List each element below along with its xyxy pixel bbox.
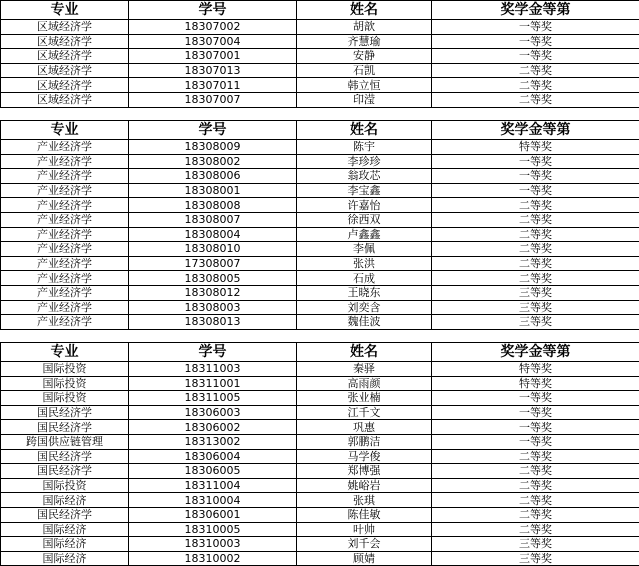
table-row — [1, 183, 639, 198]
table-row — [1, 154, 639, 169]
award-cell: 二等奖 — [432, 227, 639, 242]
student-id-cell: 18308012 — [129, 285, 297, 300]
name-cell: 魏佳波 — [297, 315, 432, 330]
major-cell: 国际经济 — [1, 493, 129, 508]
header-row — [1, 343, 639, 362]
major-cell: 国际投资 — [1, 391, 129, 406]
name-cell: 郭鹏洁 — [297, 434, 432, 449]
name-cell: 徐西双 — [297, 212, 432, 227]
table-row — [1, 271, 639, 286]
name-cell: 许嘉怡 — [297, 198, 432, 213]
major-cell: 区域经济学 — [1, 49, 129, 64]
student-id-cell: 18307002 — [129, 20, 297, 35]
student-id-cell: 18307001 — [129, 49, 297, 64]
major-cell: 产业经济学 — [1, 169, 129, 184]
major-cell: 国际经济 — [1, 537, 129, 552]
award-cell: 二等奖 — [432, 256, 639, 271]
award-cell: 一等奖 — [432, 420, 639, 435]
name-cell: 叶帅 — [297, 522, 432, 537]
student-id-cell: 18307011 — [129, 78, 297, 93]
major-cell: 国民经济学 — [1, 449, 129, 464]
name-cell: 安静 — [297, 49, 432, 64]
student-id-cell: 18310003 — [129, 537, 297, 552]
table-row — [1, 507, 639, 522]
name-cell: 巩惠 — [297, 420, 432, 435]
award-cell: 二等奖 — [432, 522, 639, 537]
table-body — [1, 1, 639, 108]
award-cell: 一等奖 — [432, 183, 639, 198]
major-cell: 国民经济学 — [1, 464, 129, 479]
student-id-cell: 18308010 — [129, 242, 297, 257]
award-cell: 特等奖 — [432, 376, 639, 391]
award-cell: 二等奖 — [432, 242, 639, 257]
major-cell: 产业经济学 — [1, 154, 129, 169]
major-cell: 产业经济学 — [1, 256, 129, 271]
column-header: 姓名 — [297, 343, 432, 362]
award-cell: 一等奖 — [432, 49, 639, 64]
major-cell: 国际投资 — [1, 376, 129, 391]
award-cell: 二等奖 — [432, 449, 639, 464]
major-cell: 产业经济学 — [1, 140, 129, 155]
award-cell: 三等奖 — [432, 551, 639, 566]
table-row — [1, 78, 639, 93]
name-cell: 秦驿 — [297, 362, 432, 377]
column-header: 专业 — [1, 1, 129, 20]
student-id-cell: 18308004 — [129, 227, 297, 242]
table-row — [1, 256, 639, 271]
award-cell: 特等奖 — [432, 140, 639, 155]
student-id-cell: 18311004 — [129, 478, 297, 493]
table-row — [1, 140, 639, 155]
name-cell: 李佩 — [297, 242, 432, 257]
award-cell: 二等奖 — [432, 493, 639, 508]
column-header: 学号 — [129, 121, 297, 140]
student-id-cell: 18308006 — [129, 169, 297, 184]
column-header: 奖学金等第 — [432, 343, 639, 362]
name-cell: 江千文 — [297, 405, 432, 420]
name-cell: 翁玫芯 — [297, 169, 432, 184]
name-cell: 卢鑫鑫 — [297, 227, 432, 242]
award-cell: 一等奖 — [432, 34, 639, 49]
major-cell: 产业经济学 — [1, 183, 129, 198]
table-row — [1, 434, 639, 449]
table-row — [1, 449, 639, 464]
table-row — [1, 300, 639, 315]
student-id-cell: 18306002 — [129, 420, 297, 435]
award-cell: 二等奖 — [432, 78, 639, 93]
major-cell: 区域经济学 — [1, 63, 129, 78]
student-id-cell: 18308008 — [129, 198, 297, 213]
name-cell: 石凯 — [297, 63, 432, 78]
award-cell: 一等奖 — [432, 391, 639, 406]
student-id-cell: 18308001 — [129, 183, 297, 198]
award-cell: 三等奖 — [432, 315, 639, 330]
table-row — [1, 285, 639, 300]
student-id-cell: 18308002 — [129, 154, 297, 169]
column-header: 专业 — [1, 343, 129, 362]
table-row — [1, 478, 639, 493]
major-cell: 跨国供应链管理 — [1, 434, 129, 449]
major-cell: 区域经济学 — [1, 92, 129, 107]
student-id-cell: 18308009 — [129, 140, 297, 155]
name-cell: 刘千会 — [297, 537, 432, 552]
table-row — [1, 315, 639, 330]
student-id-cell: 18308007 — [129, 212, 297, 227]
major-cell: 产业经济学 — [1, 300, 129, 315]
name-cell: 高雨颜 — [297, 376, 432, 391]
table-row — [1, 63, 639, 78]
student-id-cell: 18308005 — [129, 271, 297, 286]
student-id-cell: 18306005 — [129, 464, 297, 479]
name-cell: 马学俊 — [297, 449, 432, 464]
name-cell: 王晓东 — [297, 285, 432, 300]
student-id-cell: 18306003 — [129, 405, 297, 420]
major-cell: 国民经济学 — [1, 420, 129, 435]
table-body — [1, 121, 639, 330]
award-cell: 二等奖 — [432, 92, 639, 107]
student-id-cell: 18308013 — [129, 315, 297, 330]
name-cell: 石成 — [297, 271, 432, 286]
name-cell: 张琪 — [297, 493, 432, 508]
table-row — [1, 20, 639, 35]
name-cell: 韩立恒 — [297, 78, 432, 93]
table-row — [1, 242, 639, 257]
name-cell: 陈佳敏 — [297, 507, 432, 522]
award-cell: 二等奖 — [432, 507, 639, 522]
name-cell: 刘奕含 — [297, 300, 432, 315]
table-row — [1, 212, 639, 227]
name-cell: 印滢 — [297, 92, 432, 107]
award-cell: 一等奖 — [432, 154, 639, 169]
scholarship-table-regional-economics — [0, 0, 639, 108]
major-cell: 国际投资 — [1, 362, 129, 377]
award-cell: 一等奖 — [432, 169, 639, 184]
table-row — [1, 198, 639, 213]
student-id-cell: 18306004 — [129, 449, 297, 464]
student-id-cell: 18307004 — [129, 34, 297, 49]
award-cell: 二等奖 — [432, 464, 639, 479]
table-row — [1, 169, 639, 184]
name-cell: 顾婧 — [297, 551, 432, 566]
major-cell: 国民经济学 — [1, 405, 129, 420]
major-cell: 区域经济学 — [1, 34, 129, 49]
column-header: 学号 — [129, 343, 297, 362]
name-cell: 姚峪岩 — [297, 478, 432, 493]
award-cell: 三等奖 — [432, 300, 639, 315]
major-cell: 产业经济学 — [1, 227, 129, 242]
major-cell: 产业经济学 — [1, 315, 129, 330]
student-id-cell: 18308003 — [129, 300, 297, 315]
column-header: 姓名 — [297, 1, 432, 20]
column-header: 奖学金等第 — [432, 121, 639, 140]
award-cell: 二等奖 — [432, 212, 639, 227]
scholarship-table-industrial-economics — [0, 120, 639, 330]
student-id-cell: 18307013 — [129, 63, 297, 78]
table-row — [1, 493, 639, 508]
award-cell: 二等奖 — [432, 63, 639, 78]
table-row — [1, 391, 639, 406]
major-cell: 区域经济学 — [1, 78, 129, 93]
student-id-cell: 18306001 — [129, 507, 297, 522]
student-id-cell: 18310002 — [129, 551, 297, 566]
table-row — [1, 92, 639, 107]
award-cell: 二等奖 — [432, 271, 639, 286]
student-id-cell: 18311001 — [129, 376, 297, 391]
student-id-cell: 17308007 — [129, 256, 297, 271]
student-id-cell: 18311005 — [129, 391, 297, 406]
table-row — [1, 227, 639, 242]
name-cell: 陈宇 — [297, 140, 432, 155]
award-cell: 一等奖 — [432, 20, 639, 35]
student-id-cell: 18310005 — [129, 522, 297, 537]
award-cell: 一等奖 — [432, 434, 639, 449]
header-row — [1, 1, 639, 20]
major-cell: 国民经济学 — [1, 507, 129, 522]
student-id-cell: 18311003 — [129, 362, 297, 377]
column-header: 专业 — [1, 121, 129, 140]
name-cell: 李宝鑫 — [297, 183, 432, 198]
award-cell: 三等奖 — [432, 537, 639, 552]
table-row — [1, 420, 639, 435]
column-header: 学号 — [129, 1, 297, 20]
award-cell: 二等奖 — [432, 478, 639, 493]
table-row — [1, 405, 639, 420]
table-row — [1, 522, 639, 537]
major-cell: 区域经济学 — [1, 20, 129, 35]
award-cell: 三等奖 — [432, 285, 639, 300]
table-row — [1, 464, 639, 479]
table-row — [1, 376, 639, 391]
name-cell: 张业楠 — [297, 391, 432, 406]
award-cell: 特等奖 — [432, 362, 639, 377]
table-body — [1, 343, 639, 566]
student-id-cell: 18307007 — [129, 92, 297, 107]
table-row — [1, 49, 639, 64]
table-row — [1, 537, 639, 552]
award-cell: 一等奖 — [432, 405, 639, 420]
award-cell: 二等奖 — [432, 198, 639, 213]
name-cell: 李珍珍 — [297, 154, 432, 169]
major-cell: 产业经济学 — [1, 198, 129, 213]
major-cell: 产业经济学 — [1, 242, 129, 257]
name-cell: 胡歆 — [297, 20, 432, 35]
table-row — [1, 34, 639, 49]
name-cell: 郑博强 — [297, 464, 432, 479]
major-cell: 产业经济学 — [1, 271, 129, 286]
student-id-cell: 18313002 — [129, 434, 297, 449]
major-cell: 产业经济学 — [1, 285, 129, 300]
name-cell: 齐慧瑜 — [297, 34, 432, 49]
header-row — [1, 121, 639, 140]
major-cell: 国际经济 — [1, 551, 129, 566]
student-id-cell: 18310004 — [129, 493, 297, 508]
major-cell: 产业经济学 — [1, 212, 129, 227]
column-header: 奖学金等第 — [432, 1, 639, 20]
column-header: 姓名 — [297, 121, 432, 140]
major-cell: 国际投资 — [1, 478, 129, 493]
name-cell: 张洪 — [297, 256, 432, 271]
table-row — [1, 362, 639, 377]
major-cell: 国际经济 — [1, 522, 129, 537]
scholarship-table-international — [0, 342, 639, 566]
